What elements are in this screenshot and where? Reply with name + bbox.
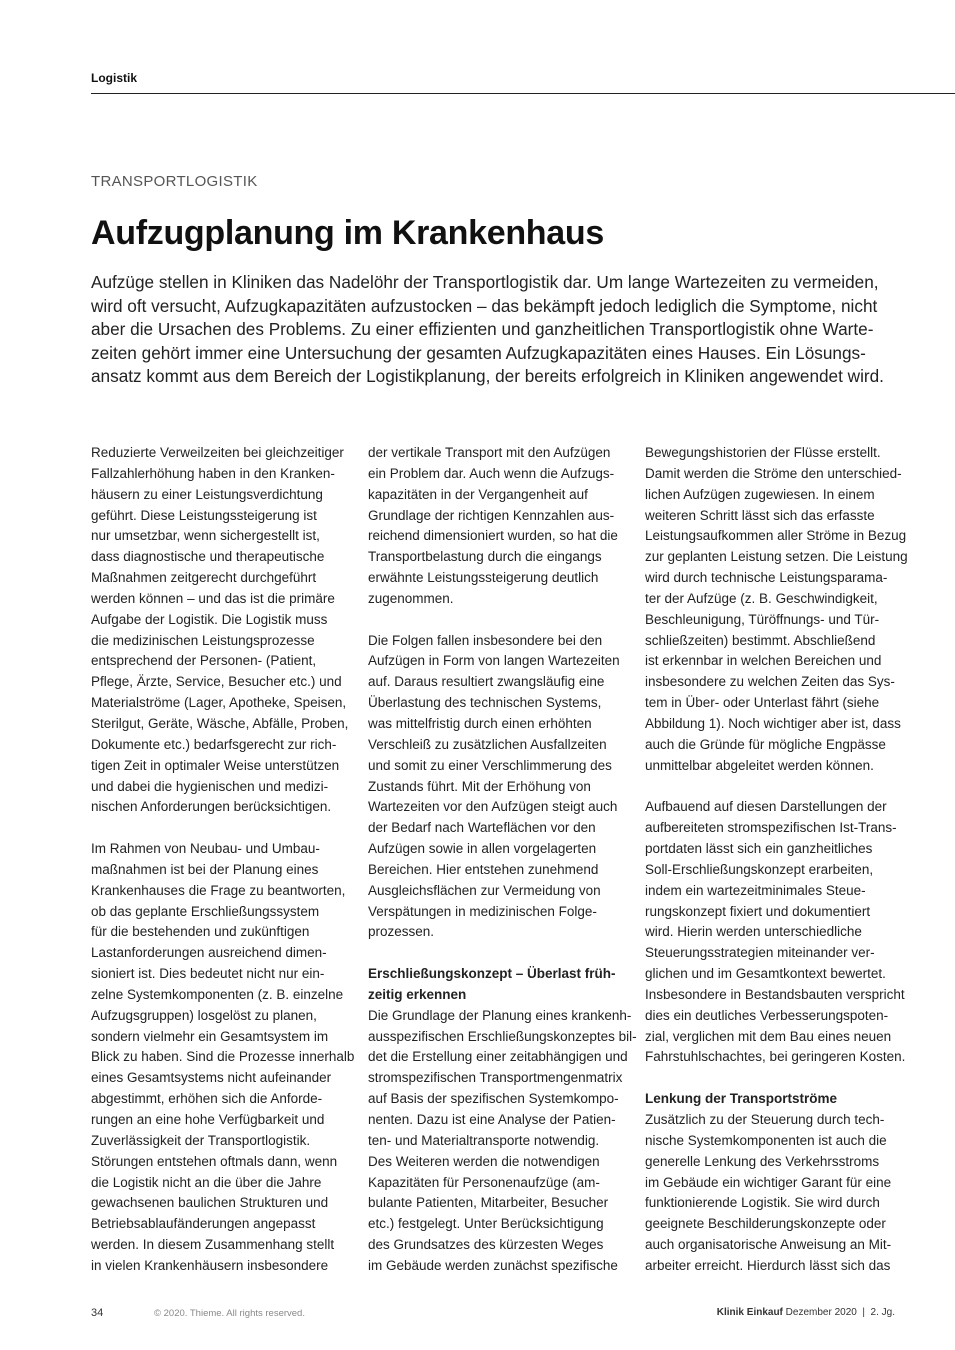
body-line: auf Basis der spezifischen Systemkompo- — [368, 1091, 619, 1107]
body-line: indem ein wartezeitminimales Steue- — [645, 882, 866, 898]
body-line: häusern zu einer Leistungsverdichtung — [91, 486, 323, 502]
body-line: Materialströme (Lager, Apotheke, Speisen, — [91, 695, 347, 711]
body-line: Bewegungshistorien der Flüsse erstellt. — [645, 445, 881, 460]
body-line: arbeiter erreicht. Hierdurch lässt sich das — [645, 1257, 891, 1273]
body-line: Die Folgen fallen insbesondere bei den — [368, 632, 603, 648]
body-line: Steuerungsstrategien miteinander ver- — [645, 945, 875, 961]
body-line: insbesondere zu welchen Zeiten das Sys- — [645, 674, 895, 690]
body-line: auf. Daraus resultiert zwangsläufig eine — [368, 674, 605, 690]
body-line: Bereichen. Hier entstehen zunehmend — [368, 861, 599, 877]
body-line: Maßnahmen zeitgerecht durchgeführt — [91, 570, 317, 586]
body-line: der Bedarf nach Warteflächen vor den — [368, 820, 596, 836]
body-line: gewachsenen baulichen Strukturen und — [91, 1195, 329, 1211]
body-line: Verspätungen in medizinischen Folge- — [368, 903, 597, 919]
body-line: ter der Aufzüge (z. B. Geschwindigkeit, — [645, 590, 878, 606]
body-line: Aufgabe der Logistik. Die Logistik muss — [91, 611, 328, 627]
body-line: etc.) festgelegt. Unter Berücksichtigung — [368, 1216, 604, 1232]
body-line: Leistungsaufkommen aller Ströme in Bezug — [645, 528, 907, 544]
body-line: Fahrstuhlschachtes, bei geringeren Kosten. — [645, 1049, 906, 1065]
body-line: portdaten lässt sich ein ganzheitliches — [645, 841, 873, 857]
article-kicker: TRANSPORTLOGISTIK — [91, 173, 258, 190]
body-line: sioniert ist. Dies bedeutet nicht nur ein- — [91, 966, 325, 982]
lead-line: Aufzüge stellen in Kliniken das Nadelöhr der Transportlogistik dar. Um lange Wartezeiten zu vermeiden, — [91, 272, 879, 292]
body-line: geführt. Diese Leistungssteigerung ist — [91, 507, 317, 523]
body-line: rungen an eine hohe Verfügbarkeit und — [91, 1112, 325, 1127]
body-line: dass diagnostische und therapeutische — [91, 549, 325, 565]
lead-line: ansatz kommt aus dem Bereich der Logistikplanung, der bereits erfolgreich in Kliniken angewendet wird. — [91, 366, 884, 386]
body-line: des Grundsatzes des kürzesten Weges — [368, 1237, 604, 1253]
body-line: wird durch technische Leistungsparama- — [645, 570, 888, 586]
body-line: nur umsetzbar, wenn sichergestellt ist, — [91, 528, 320, 544]
body-line: und somit zu einer Verschlimmerung des — [368, 757, 612, 773]
body-line: und dabei die hygienischen und medizi- — [91, 778, 329, 794]
body-line: geeignete Beschilderungskonzepte oder — [645, 1216, 886, 1232]
body-line: Lastanforderungen ausreichend dimen- — [91, 945, 327, 961]
body-line: Aufzügen sowie in allen vorgelagerten — [368, 841, 597, 857]
body-line: weiteren Schritt lässt sich das erfasste — [645, 507, 875, 523]
body-line: entsprechend der Personen- (Patient, — [91, 653, 317, 669]
body-line: reichend dimensioniert wurden, so hat die — [368, 528, 618, 544]
lead-line: aber die Ursachen des Problems. Zu einer effizienten und ganzheitlichen Transportlogistik ohne Warte- — [91, 319, 874, 339]
body-column-2 — [368, 443, 637, 1277]
body-line: im Gebäude werden zunächst spezifische — [368, 1257, 618, 1273]
paragraph-gap — [645, 777, 897, 798]
body-line: ten- und Materialtransporte notwendig. — [368, 1132, 600, 1148]
body-line: Überlastung des technischen Systems, — [368, 695, 602, 711]
body-line: zugenommen. — [368, 590, 454, 606]
body-line: für die bestehenden und zukünftigen — [91, 924, 310, 940]
body-line: Zustands führt. Mit der Erhöhung von — [368, 778, 591, 794]
body-line: Fallzahlerhöhung haben in den Kranken- — [91, 465, 335, 481]
body-line: auch organisatorische Anweisung an Mit- — [645, 1237, 892, 1253]
body-line: Aufzügen in Form von langen Wartezeiten — [368, 653, 620, 669]
body-line: generelle Lenkung des Verkehrsstroms — [645, 1153, 880, 1169]
body-line: Zuverlässigkeit der Transportlogistik. — [91, 1132, 311, 1148]
subheading-line: Lenkung der Transportströme — [645, 1091, 838, 1107]
body-line: ein Problem dar. Auch wenn die Aufzugs- — [368, 465, 615, 481]
body-line: funktionierende Logistik. Sie wird durch — [645, 1195, 880, 1211]
body-line: maßnahmen ist bei der Planung eines — [91, 861, 319, 877]
paragraph-gap — [368, 943, 620, 964]
body-line: nenten. Dazu ist eine Analyse der Patien- — [368, 1112, 616, 1127]
body-line: kapazitäten in der Vergangenheit auf — [368, 486, 588, 502]
body-line: Krankenhauses die Frage zu beantworten, — [91, 882, 346, 898]
subheading-line: zeitig erkennen — [368, 986, 467, 1002]
body-line: tigen Zeit in optimaler Weise unterstützen — [91, 757, 340, 773]
body-line: werden können – und das ist die primäre — [91, 590, 335, 606]
body-line: aufbereiteten stromspezifischen Ist-Trans- — [645, 820, 897, 836]
body-line: Transportbelastung durch die eingangs — [368, 549, 602, 565]
body-line: det die Erstellung einer zeitabhängigen und — [368, 1049, 628, 1065]
body-line: Beschleunigung, Türöffnungs- und Tür- — [645, 611, 880, 627]
body-line: zur geplanten Leistung setzen. Die Leistung — [645, 549, 908, 565]
body-line: ist erkennbar in welchen Bereichen und — [645, 653, 882, 669]
body-line: bulante Patienten, Mitarbeiter, Besucher — [368, 1195, 609, 1211]
body-column-1 — [91, 443, 355, 1277]
body-line: was mittelfristig durch einen erhöhten — [368, 715, 592, 731]
body-line: Abbildung 1). Noch wichtiger aber ist, dass — [645, 715, 901, 731]
body-line: unmittelbar abgeleitet werden können. — [645, 757, 874, 773]
copyright-notice: © 2020. Thieme. All rights reserved. — [154, 1308, 305, 1319]
lead-line: zeiten gehört immer eine Untersuchung der gesamten Aufzugkapazitäten eines Hauses. Ein Lösungs- — [91, 342, 866, 363]
body-line: zelne Systemkomponenten (z. B. einzelne — [91, 986, 344, 1002]
lead-line: wird oft versucht, Aufzugkapazitäten aufzustocken – das bekämpft jedoch lediglich die Symptome, nicht — [91, 295, 878, 316]
subheading-line: Erschließungskonzept – Überlast früh- — [368, 966, 616, 982]
paragraph-gap — [645, 1068, 897, 1089]
body-line: sondern vielmehr ein Gesamtsystem im — [91, 1028, 329, 1044]
body-line: Blick zu haben. Sind die Prozesse innerhalb — [91, 1049, 355, 1065]
body-line: tem in Über- oder Unterlast fährt (siehe — [645, 695, 880, 711]
body-line: erwähnte Leistungssteigerung deutlich — [368, 570, 599, 586]
body-line: schließzeiten) bestimmt. Abschließend — [645, 632, 876, 648]
body-line: Aufbauend auf diesen Darstellungen der — [645, 799, 887, 815]
body-line: Störungen entstehen oftmals dann, wenn — [91, 1153, 338, 1169]
body-line: lichen Aufzügen zugewiesen. In einem — [645, 486, 875, 502]
journal-info — [717, 1307, 895, 1318]
body-line: Betriebsablaufänderungen angepasst — [91, 1216, 316, 1232]
body-line: Kapazitäten für Personenaufzüge (am- — [368, 1174, 600, 1190]
body-line: abgestimmt, erhöhen sich die Anforde- — [91, 1091, 323, 1107]
article-lead — [91, 271, 891, 389]
body-column-3 — [645, 443, 908, 1277]
body-line: auch die Gründe für mögliche Engpässe — [645, 736, 886, 752]
body-line: ob das geplante Erschließungssystem — [91, 903, 320, 919]
body-line: Pflege, Ärzte, Service, Besucher etc.) und — [91, 674, 342, 690]
body-line: die Logistik nicht an die über die Jahre — [91, 1174, 322, 1190]
body-line: wird. Hierin werden unterschiedliche — [645, 924, 862, 940]
body-line: Ausgleichsflächen zur Vermeidung von — [368, 882, 601, 898]
journal-name: Klinik Einkauf — [716, 1307, 783, 1318]
body-line: Die Grundlage der Planung eines krankenh- — [368, 1007, 632, 1023]
body-line: nischen Anforderungen berücksichtigen. — [91, 799, 332, 815]
body-line: prozessen. — [368, 924, 435, 940]
body-line: Dokumente etc.) bedarfsgerecht zur rich- — [91, 736, 337, 752]
body-line: Des Weiteren werden die notwendigen — [368, 1153, 600, 1169]
body-line: eines Gesamtsystems nicht aufeinander — [91, 1070, 332, 1086]
header-rule — [91, 93, 955, 94]
article-title: Aufzugplanung im Krankenhaus — [91, 214, 604, 252]
body-line: nische Systemkomponenten ist auch die — [645, 1132, 887, 1148]
body-line: Wartezeiten vor den Aufzügen steigt auch — [368, 799, 618, 815]
body-line: in vielen Krankenhäusern insbesondere — [91, 1257, 329, 1273]
body-line: Insbesondere in Bestandsbauten verspricht — [645, 986, 905, 1002]
body-line: zial, verglichen mit dem Bau eines neuen — [645, 1028, 892, 1044]
body-line: stromspezifischen Transportmengenmatrix — [368, 1070, 623, 1086]
body-line: ausspezifischen Erschließungskonzeptes bil- — [368, 1028, 637, 1044]
paragraph-gap — [368, 610, 620, 631]
body-line: im Gebäude ein wichtiger Garant für eine — [645, 1174, 892, 1190]
body-line: Reduzierte Verweilzeiten bei gleichzeitiger — [91, 445, 344, 460]
body-line: rungskonzept fixiert und dokumentiert — [645, 903, 871, 919]
body-line: die medizinischen Leistungsprozesse — [91, 632, 315, 648]
running-header-section: Logistik — [91, 71, 138, 85]
body-line: Sterilgut, Geräte, Wäsche, Abfälle, Proben, — [91, 715, 349, 731]
body-line: Damit werden die Ströme den unterschied- — [645, 465, 902, 481]
page-number: 34 — [91, 1307, 104, 1319]
body-line: Grundlage der richtigen Kennzahlen aus- — [368, 507, 615, 523]
body-line: werden. In diesem Zusammenhang stellt — [91, 1237, 335, 1253]
body-line: dies ein deutliches Verbesserungspoten- — [645, 1007, 889, 1023]
body-line: Soll-Erschließungskonzept erarbeiten, — [645, 861, 874, 877]
body-line: glichen und im Gesamtkontext bewertet. — [645, 966, 886, 982]
body-line: Verschleiß zu zusätzlichen Ausfallzeiten — [368, 736, 607, 752]
paragraph-gap — [91, 818, 343, 839]
body-line: Zusätzlich zu der Steuerung durch tech- — [645, 1112, 885, 1127]
body-line: Im Rahmen von Neubau- und Umbau- — [91, 841, 320, 857]
body-line: Aufzugsgruppen) losgelöst zu planen, — [91, 1007, 317, 1023]
body-line: der vertikale Transport mit den Aufzügen — [368, 445, 611, 460]
journal-issue: Dezember 2020 | 2. Jg. — [785, 1307, 895, 1318]
